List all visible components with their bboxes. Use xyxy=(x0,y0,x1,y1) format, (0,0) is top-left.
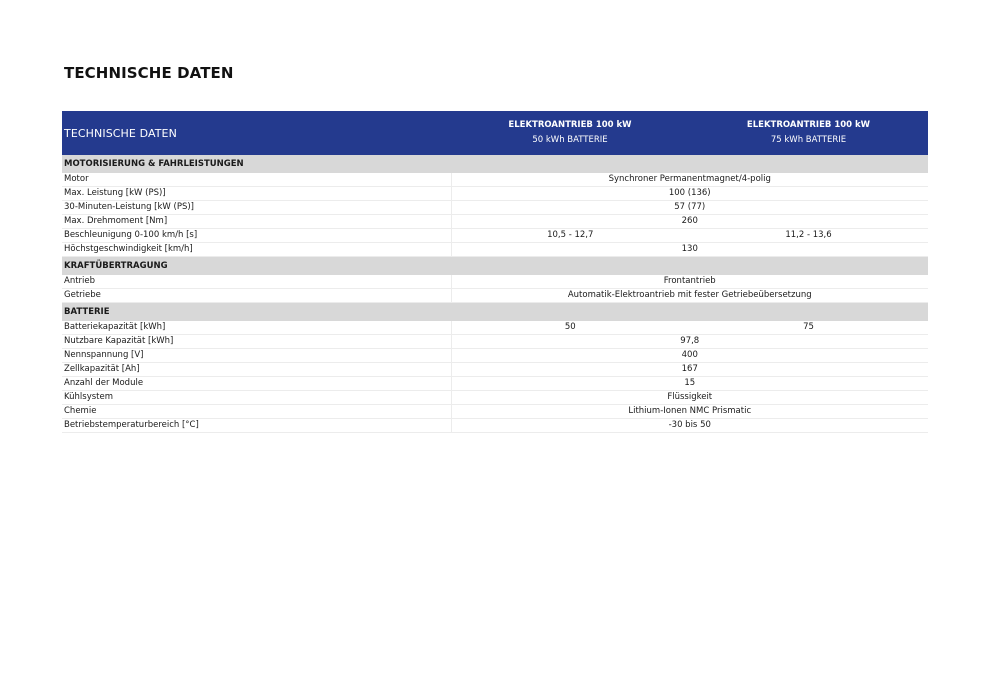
column-title: ELEKTROANTRIEB 100 kW xyxy=(746,120,871,130)
table-row xyxy=(62,187,928,201)
table-row xyxy=(62,349,928,363)
row-label: 30-Minuten-Leistung [kW (PS)] xyxy=(62,201,451,215)
column-title: ELEKTROANTRIEB 100 kW xyxy=(508,120,632,130)
row-value: Flüssigkeit xyxy=(451,391,928,405)
page-title: TECHNISCHE DATEN xyxy=(64,64,234,82)
table-header-row xyxy=(62,111,928,155)
table-row xyxy=(62,391,928,405)
table-row xyxy=(62,215,928,229)
section-header-row xyxy=(62,155,928,173)
row-label: Max. Drehmoment [Nm] xyxy=(62,215,451,229)
table-row xyxy=(62,335,928,349)
row-value: 50 xyxy=(451,321,689,335)
row-label: Motor xyxy=(62,173,451,187)
row-value: 75 xyxy=(689,321,928,335)
section-title: MOTORISIERUNG & FAHRLEISTUNGEN xyxy=(62,155,928,173)
row-value: 11,2 - 13,6 xyxy=(689,229,928,243)
table-row xyxy=(62,363,928,377)
table-row xyxy=(62,275,928,289)
row-label: Getriebe xyxy=(62,289,451,303)
row-label: Nennspannung [V] xyxy=(62,349,451,363)
row-value: Automatik-Elektroantrieb mit fester Getriebeübersetzung xyxy=(451,289,928,303)
row-label: Chemie xyxy=(62,405,451,419)
table-header-column-50kwh xyxy=(451,111,689,155)
table-row xyxy=(62,201,928,215)
row-value: 100 (136) xyxy=(451,187,928,201)
row-value: 10,5 - 12,7 xyxy=(451,229,689,243)
row-value: 15 xyxy=(451,377,928,391)
section-header-row xyxy=(62,257,928,276)
table-row xyxy=(62,377,928,391)
spec-table xyxy=(62,111,928,433)
row-label: Anzahl der Module xyxy=(62,377,451,391)
row-label: Höchstgeschwindigkeit [km/h] xyxy=(62,243,451,257)
table-row xyxy=(62,419,928,433)
table-header-label: TECHNISCHE DATEN xyxy=(62,111,451,155)
row-value: Synchroner Permanentmagnet/4-polig xyxy=(451,173,928,187)
section-title: BATTERIE xyxy=(62,303,928,322)
row-label: Batteriekapazität [kWh] xyxy=(62,321,451,335)
row-value: Lithium-Ionen NMC Prismatic xyxy=(451,405,928,419)
row-value: 400 xyxy=(451,349,928,363)
table-row xyxy=(62,321,928,335)
spec-table-body xyxy=(62,111,928,433)
table-header-column-75kwh xyxy=(689,111,928,155)
row-value: 260 xyxy=(451,215,928,229)
table-row xyxy=(62,405,928,419)
column-subtitle: 50 kWh BATTERIE xyxy=(532,135,608,145)
row-label: Betriebstemperaturbereich [°C] xyxy=(62,419,451,433)
section-header-row xyxy=(62,303,928,322)
table-row xyxy=(62,243,928,257)
row-label: Max. Leistung [kW (PS)] xyxy=(62,187,451,201)
row-label: Zellkapazität [Ah] xyxy=(62,363,451,377)
row-label: Beschleunigung 0-100 km/h [s] xyxy=(62,229,451,243)
row-label: Nutzbare Kapazität [kWh] xyxy=(62,335,451,349)
table-row xyxy=(62,289,928,303)
row-label: Antrieb xyxy=(62,275,451,289)
column-subtitle: 75 kWh BATTERIE xyxy=(770,135,847,145)
row-value: 130 xyxy=(451,243,928,257)
section-title: KRAFTÜBERTRAGUNG xyxy=(62,257,928,276)
row-value: 167 xyxy=(451,363,928,377)
table-row xyxy=(62,229,928,243)
row-value: Frontantrieb xyxy=(451,275,928,289)
row-value: -30 bis 50 xyxy=(451,419,928,433)
row-label: Kühlsystem xyxy=(62,391,451,405)
row-value: 97,8 xyxy=(451,335,928,349)
table-row xyxy=(62,173,928,187)
row-value: 57 (77) xyxy=(451,201,928,215)
